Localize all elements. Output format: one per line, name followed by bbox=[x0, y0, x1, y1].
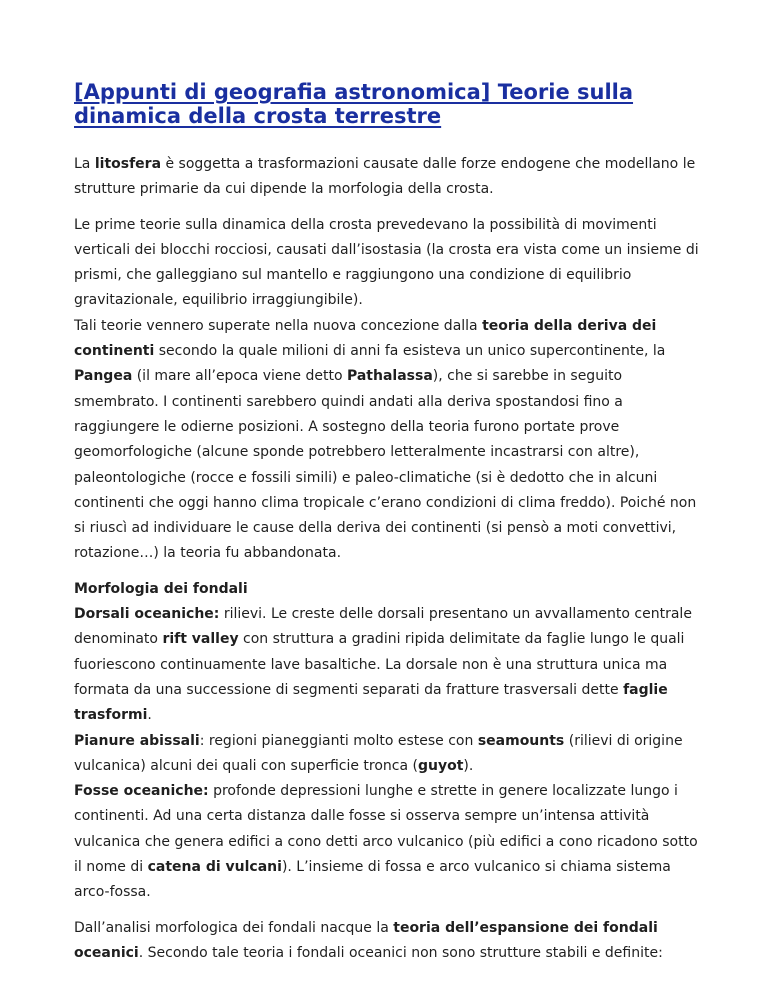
text: secondo la quale milioni di anni fa esisteva un unico supercontinente, la bbox=[154, 343, 666, 360]
section-heading: Morfologia dei fondali bbox=[74, 580, 248, 597]
bold-term: litosfera bbox=[94, 156, 162, 172]
text: è soggetta a trasformazioni causate dalle forze endogene che modellano le strutture primarie da cui dipende la morfologia della crosta. bbox=[74, 156, 696, 198]
text: ). bbox=[463, 757, 474, 774]
paragraph-isostasia bbox=[74, 213, 704, 314]
paragraph-deriva bbox=[74, 314, 704, 567]
text: con struttura a gradini ripida delimitate da faglie lungo le quali fuoriescono continuamente lave basaltiche. La dorsale non è una struttura unica ma formata da una successione di segmenti separati da fratture trasversali dette bbox=[74, 631, 685, 698]
bold-term: teoria dell’espansione dei fondali oceanici bbox=[74, 919, 658, 961]
bold-term: catena di vulcani bbox=[147, 859, 282, 876]
bold-term: seamounts bbox=[477, 732, 565, 749]
document bbox=[74, 80, 704, 976]
page-title bbox=[74, 80, 704, 128]
text: . Secondo tale teoria i fondali oceanici non sono strutture stabili e definite: bbox=[138, 944, 663, 961]
bold-term: Fosse oceaniche: bbox=[74, 783, 209, 800]
text: (il mare all’epoca viene detto bbox=[132, 368, 347, 385]
bold-term: Pangea bbox=[74, 368, 133, 385]
text: . bbox=[147, 707, 152, 724]
text: : regioni pianeggianti molto estese con bbox=[199, 732, 478, 749]
text: rilievi. Le creste delle dorsali presentano un avvallamento centrale denominato bbox=[74, 606, 692, 648]
text: Le prime teorie sulla dinamica della crosta prevedevano la possibilità di movimenti verticali dei blocchi rocciosi, causati dall’isostasia (la crosta era vista come un insieme di prismi, che galleggiano sul mantello e raggiungono una condizione di equilibrio gravitazionale, equilibrio irraggiungibile). bbox=[74, 216, 699, 309]
title-link[interactable]: [Appunti di geografia astronomica] Teorie sulla dinamica della crosta terrestre bbox=[74, 80, 634, 128]
text: ). L’insieme di fossa e arco vulcanico si chiama sistema arco-fossa. bbox=[74, 859, 671, 901]
bold-term: guyot bbox=[417, 757, 464, 774]
paragraph-espansione bbox=[74, 916, 704, 967]
text: profonde depressioni lunghe e strette in genere localizzate lungo i continenti. Ad una certa distanza dalle fosse si osserva sempre un’intensa attività vulcanica che genera edifici a cono detti arco vulcanico (più edifici a cono ricadono sotto il nome di bbox=[74, 783, 698, 876]
text: La bbox=[74, 156, 95, 172]
bold-term: teoria della deriva dei continenti bbox=[74, 317, 657, 360]
bold-term: rift valley bbox=[162, 631, 239, 648]
text: Tali teorie vennero superate nella nuova concezione dalla bbox=[74, 317, 483, 334]
text: Dall’analisi morfologica dei fondali nacque la bbox=[74, 919, 394, 936]
paragraph-litosfera bbox=[74, 152, 704, 203]
bold-term: Pathalassa bbox=[346, 368, 433, 385]
section-morfologia bbox=[74, 577, 704, 906]
bold-term: Dorsali oceaniche: bbox=[74, 606, 220, 623]
text: (rilievi di origine vulcanica) alcuni dei quali con superficie tronca ( bbox=[74, 732, 683, 774]
bold-term: Pianure abissali bbox=[74, 732, 200, 749]
text: ), che si sarebbe in seguito smembrato. I continenti sarebbero quindi andati alla deriva spostandosi fino a raggiungere le odierne posizioni. A sostegno della teoria furono portate prove geomorfologiche (alcune sponde potrebbero letteralmente incastrarsi con altre), paleontologiche (rocce e fossili simili) e paleo-climatiche (si è dedotto che in alcuni continenti che oggi hanno clima tropicale c’erano condizioni di clima freddo). Poiché non si riuscì ad individuare le cause della deriva dei continenti (si pensò a moti convettivi, rotazione…) la teoria fu abbandonata. bbox=[74, 368, 697, 562]
bold-term: faglie trasformi bbox=[74, 681, 668, 724]
